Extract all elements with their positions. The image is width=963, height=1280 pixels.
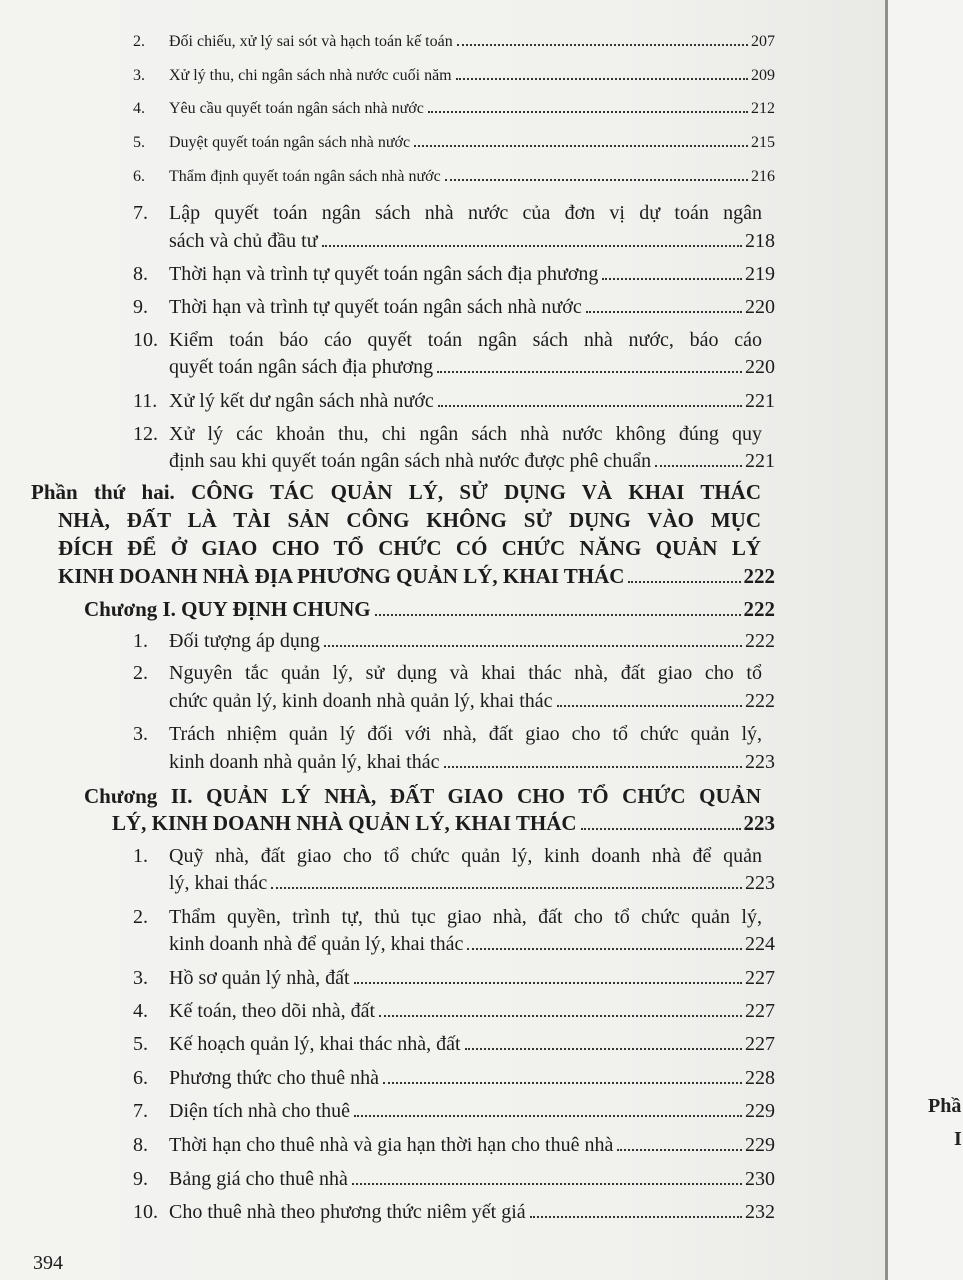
toc-page-number: 222 (745, 630, 775, 652)
book-page-right-edge (885, 0, 963, 1280)
toc-entry-number: 8. (133, 263, 148, 285)
toc-page-number: 223 (745, 751, 775, 773)
toc-page-number: 207 (751, 33, 775, 50)
toc-entry[interactable] (133, 1067, 775, 1090)
toc-entry-number: 4. (133, 100, 145, 117)
toc-entry[interactable] (133, 390, 775, 413)
leader-dots (467, 948, 742, 950)
toc-entry[interactable] (133, 1168, 775, 1191)
toc-entry-title: Đối chiếu, xử lý sai sót và hạch toán kế toán (169, 33, 453, 50)
page-number: 394 (33, 1252, 63, 1274)
toc-entry[interactable] (133, 1201, 775, 1224)
toc-entry-title-line[interactable]: Lập quyết toán ngân sách nhà nước của đơn vị dự toán ngân (169, 202, 762, 224)
toc-entry-title-line[interactable]: Kiểm toán báo cáo quyết toán ngân sách nhà nước, báo cáo (169, 329, 762, 351)
toc-entry-title: Thời hạn và trình tự quyết toán ngân sách nhà nước (169, 296, 582, 318)
toc-entry-title-line: định sau khi quyết toán ngân sách nhà nước được phê chuẩn (169, 450, 652, 472)
toc-entry[interactable] (169, 230, 775, 253)
toc-page-number: 224 (745, 933, 775, 955)
toc-entry-number: 12. (133, 423, 158, 445)
toc-entry-number: 2. (133, 906, 148, 928)
leader-dots (530, 1216, 742, 1218)
toc-entry-title-line: quyết toán ngân sách địa phương (169, 356, 434, 378)
toc-page-number: 223 (743, 811, 775, 835)
toc-entry-number: 6. (133, 1067, 148, 1089)
toc-entry[interactable] (133, 33, 775, 52)
toc-entry-title: Xử lý thu, chi ngân sách nhà nước cuối năm (169, 67, 452, 84)
toc-entry-title: Thời hạn và trình tự quyết toán ngân sách địa phương (169, 263, 599, 285)
toc-page-number: 221 (745, 450, 775, 472)
toc-entry-number: 10. (133, 329, 158, 351)
leader-dots (586, 311, 742, 313)
toc-entry[interactable] (133, 1100, 775, 1123)
next-page-fragment: Phầ (928, 1095, 962, 1117)
leader-dots (438, 405, 742, 407)
toc-entry-title-line[interactable]: Thẩm quyền, trình tự, thủ tục giao nhà, đất cho tổ chức quản lý, (169, 906, 762, 928)
leader-dots (444, 766, 743, 768)
toc-entry-number: 8. (133, 1134, 148, 1156)
toc-entry-title: Thời hạn cho thuê nhà và gia hạn thời hạn cho thuê nhà (169, 1134, 614, 1156)
toc-entry-title: Đối tượng áp dụng (169, 630, 320, 652)
toc-entry-title-line[interactable]: Xử lý các khoản thu, chi ngân sách nhà nước không đúng quy (169, 423, 762, 445)
toc-page-number: 223 (745, 872, 775, 894)
part-heading-line: KINH DOANH NHÀ ĐỊA PHƯƠNG QUẢN LÝ, KHAI THÁC (58, 564, 625, 588)
chapter-title: Chương I. QUY ĐỊNH CHUNG (84, 597, 371, 621)
leader-dots (445, 179, 748, 181)
toc-entry-number: 10. (133, 1201, 158, 1223)
toc-entry-number: 3. (133, 723, 148, 745)
toc-entry[interactable] (133, 630, 775, 653)
toc-entry-number: 5. (133, 134, 145, 151)
toc-entry-number: 4. (133, 1000, 148, 1022)
toc-entry[interactable] (133, 296, 775, 319)
toc-entry-title-line[interactable]: Nguyên tắc quản lý, sử dụng và khai thác nhà, đất giao cho tổ (169, 662, 762, 684)
toc-entry-title: Hồ sơ quản lý nhà, đất (169, 967, 350, 989)
toc-page-number: 209 (751, 67, 775, 84)
chapter-heading[interactable] (84, 597, 775, 622)
toc-entry-title: Diện tích nhà cho thuê (169, 1100, 351, 1122)
next-page-fragment: I (954, 1128, 962, 1150)
toc-entry[interactable] (169, 356, 775, 379)
leader-dots (324, 645, 742, 647)
toc-entry-number: 2. (133, 33, 145, 50)
leader-dots (617, 1149, 742, 1151)
toc-entry-number: 1. (133, 630, 148, 652)
toc-page-number: 229 (745, 1134, 775, 1156)
toc-entry-number: 9. (133, 1168, 148, 1190)
toc-entry[interactable] (169, 751, 775, 774)
leader-dots (383, 1082, 742, 1084)
toc-entry[interactable] (133, 1000, 775, 1023)
toc-entry-title-line[interactable]: Quỹ nhà, đất giao cho tổ chức quản lý, kinh doanh nhà để quản (169, 845, 762, 867)
toc-entry-title: Phương thức cho thuê nhà (169, 1067, 379, 1089)
toc-entry-title: Duyệt quyết toán ngân sách nhà nước (169, 134, 411, 151)
toc-entry-title-line: chức quản lý, kinh doanh nhà quản lý, khai thác (169, 690, 553, 712)
toc-page-number: 220 (745, 296, 775, 318)
toc-page-number: 227 (745, 967, 775, 989)
toc-entry-title-line: lý, khai thác (169, 872, 268, 894)
toc-entry-title: Bảng giá cho thuê nhà (169, 1168, 348, 1190)
toc-page-number: 222 (745, 690, 775, 712)
leader-dots (354, 1115, 742, 1117)
toc-page-number: 232 (745, 1201, 775, 1223)
toc-entry-number: 11. (133, 390, 158, 412)
toc-page-number: 219 (745, 263, 775, 285)
toc-entry[interactable] (169, 690, 775, 713)
toc-page-number: 227 (745, 1000, 775, 1022)
toc-entry-number: 7. (133, 1100, 148, 1122)
toc-entry-number: 1. (133, 845, 148, 867)
toc-entry-title: Thẩm định quyết toán ngân sách nhà nước (169, 168, 441, 185)
toc-page-number: 220 (745, 356, 775, 378)
chapter-heading-line[interactable]: Chương II. QUẢN LÝ NHÀ, ĐẤT GIAO CHO TỔ CHỨC QUẢN (84, 784, 761, 808)
toc-entry-title-line: kinh doanh nhà để quản lý, khai thác (169, 933, 464, 955)
toc-page-number: 212 (751, 100, 775, 117)
toc-page-number: 227 (745, 1033, 775, 1055)
toc-entry-number: 3. (133, 967, 148, 989)
toc-page-number: 222 (743, 564, 775, 588)
toc-entry[interactable] (133, 134, 775, 153)
toc-entry[interactable] (133, 967, 775, 990)
toc-page-number: 228 (745, 1067, 775, 1089)
toc-entry[interactable] (133, 1134, 775, 1157)
toc-page-number: 230 (745, 1168, 775, 1190)
toc-entry-number: 5. (133, 1033, 148, 1055)
leader-dots (465, 1048, 742, 1050)
toc-entry-title: Kế hoạch quản lý, khai thác nhà, đất (169, 1033, 461, 1055)
chapter-heading-last-line (112, 811, 775, 836)
leader-dots (375, 614, 741, 616)
toc-entry-number: 3. (133, 67, 145, 84)
part-heading-line[interactable]: Phần thứ hai. CÔNG TÁC QUẢN LÝ, SỬ DỤNG VÀ KHAI THÁC (31, 480, 761, 504)
toc-entry[interactable] (133, 67, 775, 86)
leader-dots (379, 1015, 742, 1017)
leader-dots (414, 145, 748, 147)
leader-dots (457, 44, 748, 46)
toc-page-number: 221 (745, 390, 775, 412)
leader-dots (428, 111, 748, 113)
toc-entry-title: Kế toán, theo dõi nhà, đất (169, 1000, 376, 1022)
toc-entry-title: Yêu cầu quyết toán ngân sách nhà nước (169, 100, 424, 117)
leader-dots (655, 465, 742, 467)
leader-dots (322, 245, 742, 247)
leader-dots (602, 278, 742, 280)
toc-entry-number: 7. (133, 202, 148, 224)
toc-entry[interactable] (169, 450, 775, 473)
leader-dots (628, 581, 740, 583)
leader-dots (271, 887, 742, 889)
toc-page-number: 216 (751, 168, 775, 185)
leader-dots (437, 371, 742, 373)
toc-entry-title-line: kinh doanh nhà quản lý, khai thác (169, 751, 440, 773)
part-heading-last-line (58, 564, 775, 589)
leader-dots (354, 982, 742, 984)
toc-entry-number: 2. (133, 662, 148, 684)
toc-page-number: 215 (751, 134, 775, 151)
toc-entry-number: 9. (133, 296, 148, 318)
leader-dots (352, 1183, 742, 1185)
toc-entry-title-line[interactable]: Trách nhiệm quản lý đối với nhà, đất giao cho tổ chức quản lý, (169, 723, 762, 745)
toc-entry[interactable] (133, 263, 775, 286)
chapter-heading-line: LÝ, KINH DOANH NHÀ QUẢN LÝ, KHAI THÁC (112, 811, 577, 835)
toc-page-number: 222 (743, 597, 775, 621)
toc-entry-title: Cho thuê nhà theo phương thức niêm yết giá (169, 1201, 526, 1223)
toc-entry[interactable] (169, 872, 775, 895)
toc-entry[interactable] (133, 168, 775, 187)
part-heading-line: NHÀ, ĐẤT LÀ TÀI SẢN CÔNG KHÔNG SỬ DỤNG VÀO MỤC (58, 508, 761, 532)
toc-entry-title-line: sách và chủ đầu tư (169, 230, 318, 252)
toc-entry[interactable] (169, 933, 775, 956)
leader-dots (557, 705, 742, 707)
toc-entry-number: 6. (133, 168, 145, 185)
part-heading-line: ĐÍCH ĐỂ Ở GIAO CHO TỔ CHỨC CÓ CHỨC NĂNG QUẢN LÝ (58, 536, 761, 560)
toc-page-number: 229 (745, 1100, 775, 1122)
toc-entry[interactable] (133, 100, 775, 119)
toc-entry-title: Xử lý kết dư ngân sách nhà nước (169, 390, 434, 412)
toc-page-number: 218 (745, 230, 775, 252)
leader-dots (456, 78, 748, 80)
toc-entry[interactable] (133, 1033, 775, 1056)
leader-dots (581, 828, 741, 830)
